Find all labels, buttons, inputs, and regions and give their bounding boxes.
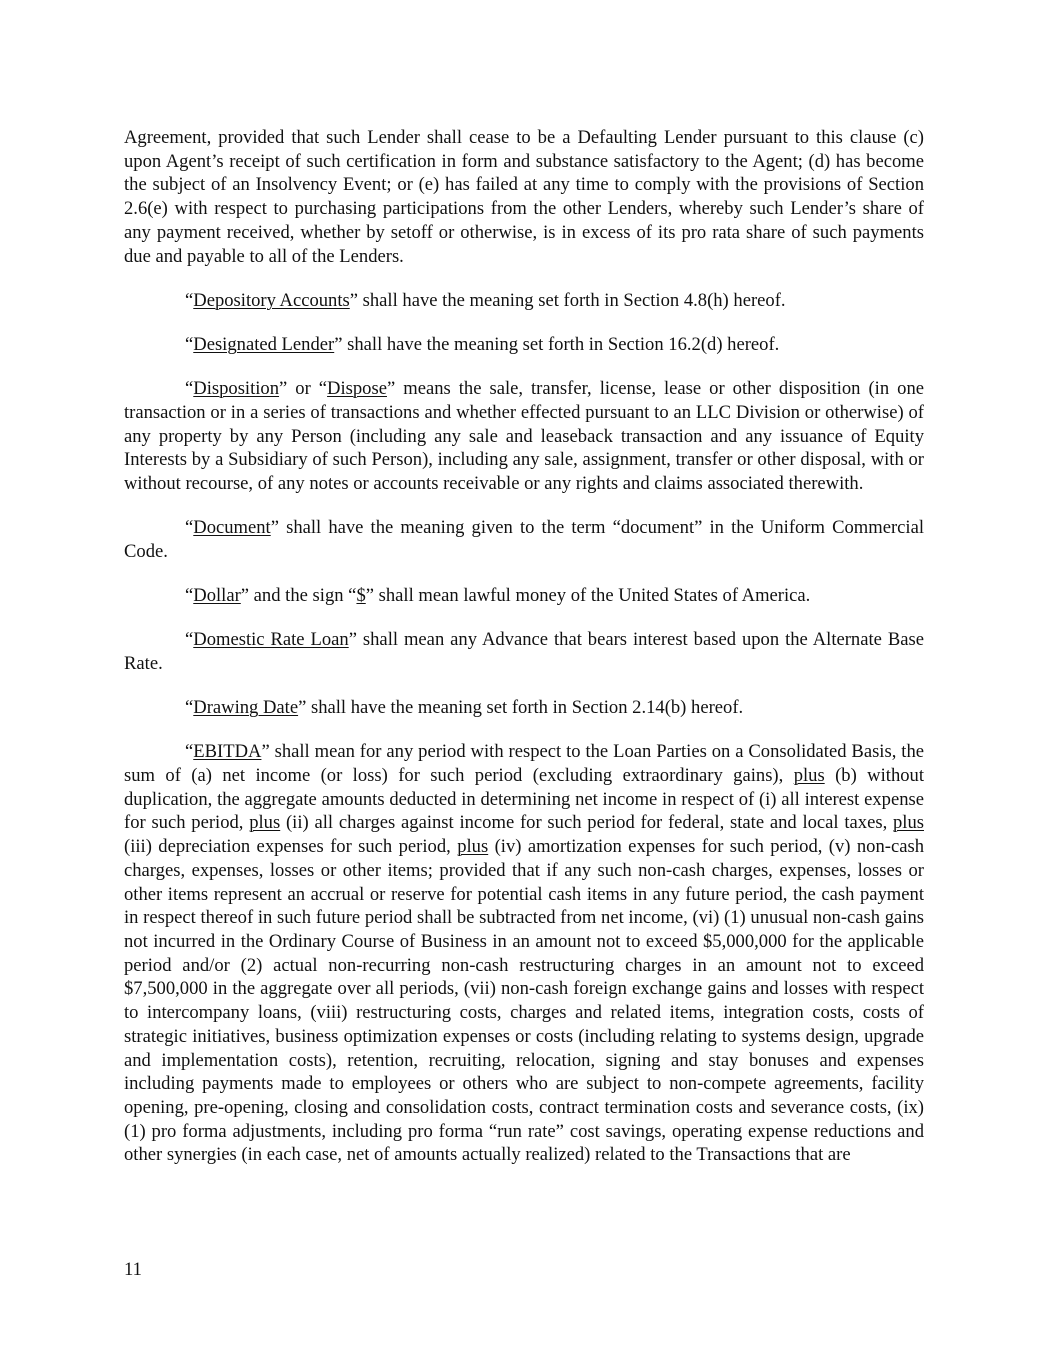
definition-ebitda: “EBITDA” shall mean for any period with respect to the Loan Parties on a Consolidated Basis, the sum of (a) net income (or loss) for such period (excluding extraordinary gains), plus (b) without duplication, the aggregate amounts deducted in determining net income in respect of (i) all interest expense for such period, plus (ii) all charges against income for such period for federal, state and local taxes, plus (iii) depreciation expenses for such period, plus (iv) amortization expenses for such period, (v) non-cash charges, expenses, losses or other items; provided that if any such non-cash charges, expenses, losses or other items represent an accrual or reserve for potential cash items in any future period, the cash payment in respect thereof in such future period shall be subtracted from net income, (vi) (1) unusual non-cash gains not incurred in the Ordinary Course of Business in an amount not to exceed $5,000,000 for the applicable period and/or (2) actual non-recurring non-cash restructuring charges in an amount not to exceed $7,500,000 in the aggregate over all periods, (vii) non-cash foreign exchange gains and losses with respect to intercompany loans, (viii) restructuring costs, charges and related items, integration costs, costs of strategic initiatives, business optimization expenses or costs (including relating to systems design, upgrade and implementation costs), retention, recruiting, relocation, signing and stay bonuses and expenses including payments made to employees or others who are subject to non-compete agreements, facility opening, pre-opening, closing and consolidation costs, contract termination costs and severance costs, (ix) (1) pro forma adjustments, including pro forma “run rate” cost savings, operating expense reductions and other synergies (in each case, net of amounts actually realized) related to the Transactions that are — [124, 741, 924, 1166]
defined-term: Designated Lender — [193, 333, 335, 355]
definition-drawing-date: “Drawing Date” shall have the meaning set forth in Section 2.14(b) hereof. — [185, 697, 744, 719]
plus-connector: plus — [793, 765, 825, 787]
plus-connector: plus — [893, 812, 924, 834]
paragraph-defaulting-lender-continuation — [124, 126, 924, 268]
paragraph-text: Agreement, provided that such Lender shall cease to be a Defaulting Lender pursuant to this clause (c) upon Agent’s receipt of such certification in form and substance satisfactory to the Agent; (d) has become the subject of an Insolvency Event; or (e) has failed at any time to comply with the provisions of Section 2.6(e) with respect to purchasing participations from the other Lenders, whereby such Lender’s share of any payment received, whether by setoff or otherwise, is in excess of its pro rata share of such payments due and payable to all of the Lenders. — [124, 127, 924, 267]
defined-term: EBITDA — [193, 741, 262, 763]
document-page — [124, 126, 924, 1188]
plus-connector: plus — [249, 812, 281, 834]
page-number: 11 — [124, 1259, 142, 1280]
definition-domestic-rate-loan: “Domestic Rate Loan” shall mean any Advance that bears interest based upon the Alternate Base Rate. — [124, 629, 924, 674]
definition-document: “Document” shall have the meaning given to the term “document” in the Uniform Commercial Code. — [124, 517, 924, 562]
defined-term: Drawing Date — [193, 697, 299, 719]
defined-term: Domestic Rate Loan — [193, 629, 349, 651]
plus-connector: plus — [457, 836, 489, 858]
defined-term: Document — [193, 517, 271, 539]
defined-term: Dollar — [193, 585, 241, 607]
defined-term: Disposition — [193, 378, 280, 400]
definition-designated-lender: “Designated Lender” shall have the meaning set forth in Section 16.2(d) hereof. — [185, 333, 780, 355]
definition-depository-accounts: “Depository Accounts” shall have the meaning set forth in Section 4.8(h) hereof. — [185, 289, 786, 311]
definition-dollar: “Dollar” and the sign “$” shall mean lawful money of the United States of America. — [185, 585, 811, 607]
definition-disposition: “Disposition” or “Dispose” means the sale, transfer, license, lease or other disposition (in one transaction or in a series of transactions and whether effected pursuant to an LLC Division or otherwise) of any property by any Person (including any sale and leaseback transaction and any issuance of Equity Interests by a Subsidiary of such Person), including any sale, assignment, transfer or other disposal, with or without recourse, of any notes or accounts receivable or any rights and claims associated therewith. — [124, 378, 924, 494]
defined-term: Dispose — [327, 378, 387, 400]
defined-term: $ — [356, 585, 366, 607]
defined-term: Depository Accounts — [193, 289, 350, 311]
